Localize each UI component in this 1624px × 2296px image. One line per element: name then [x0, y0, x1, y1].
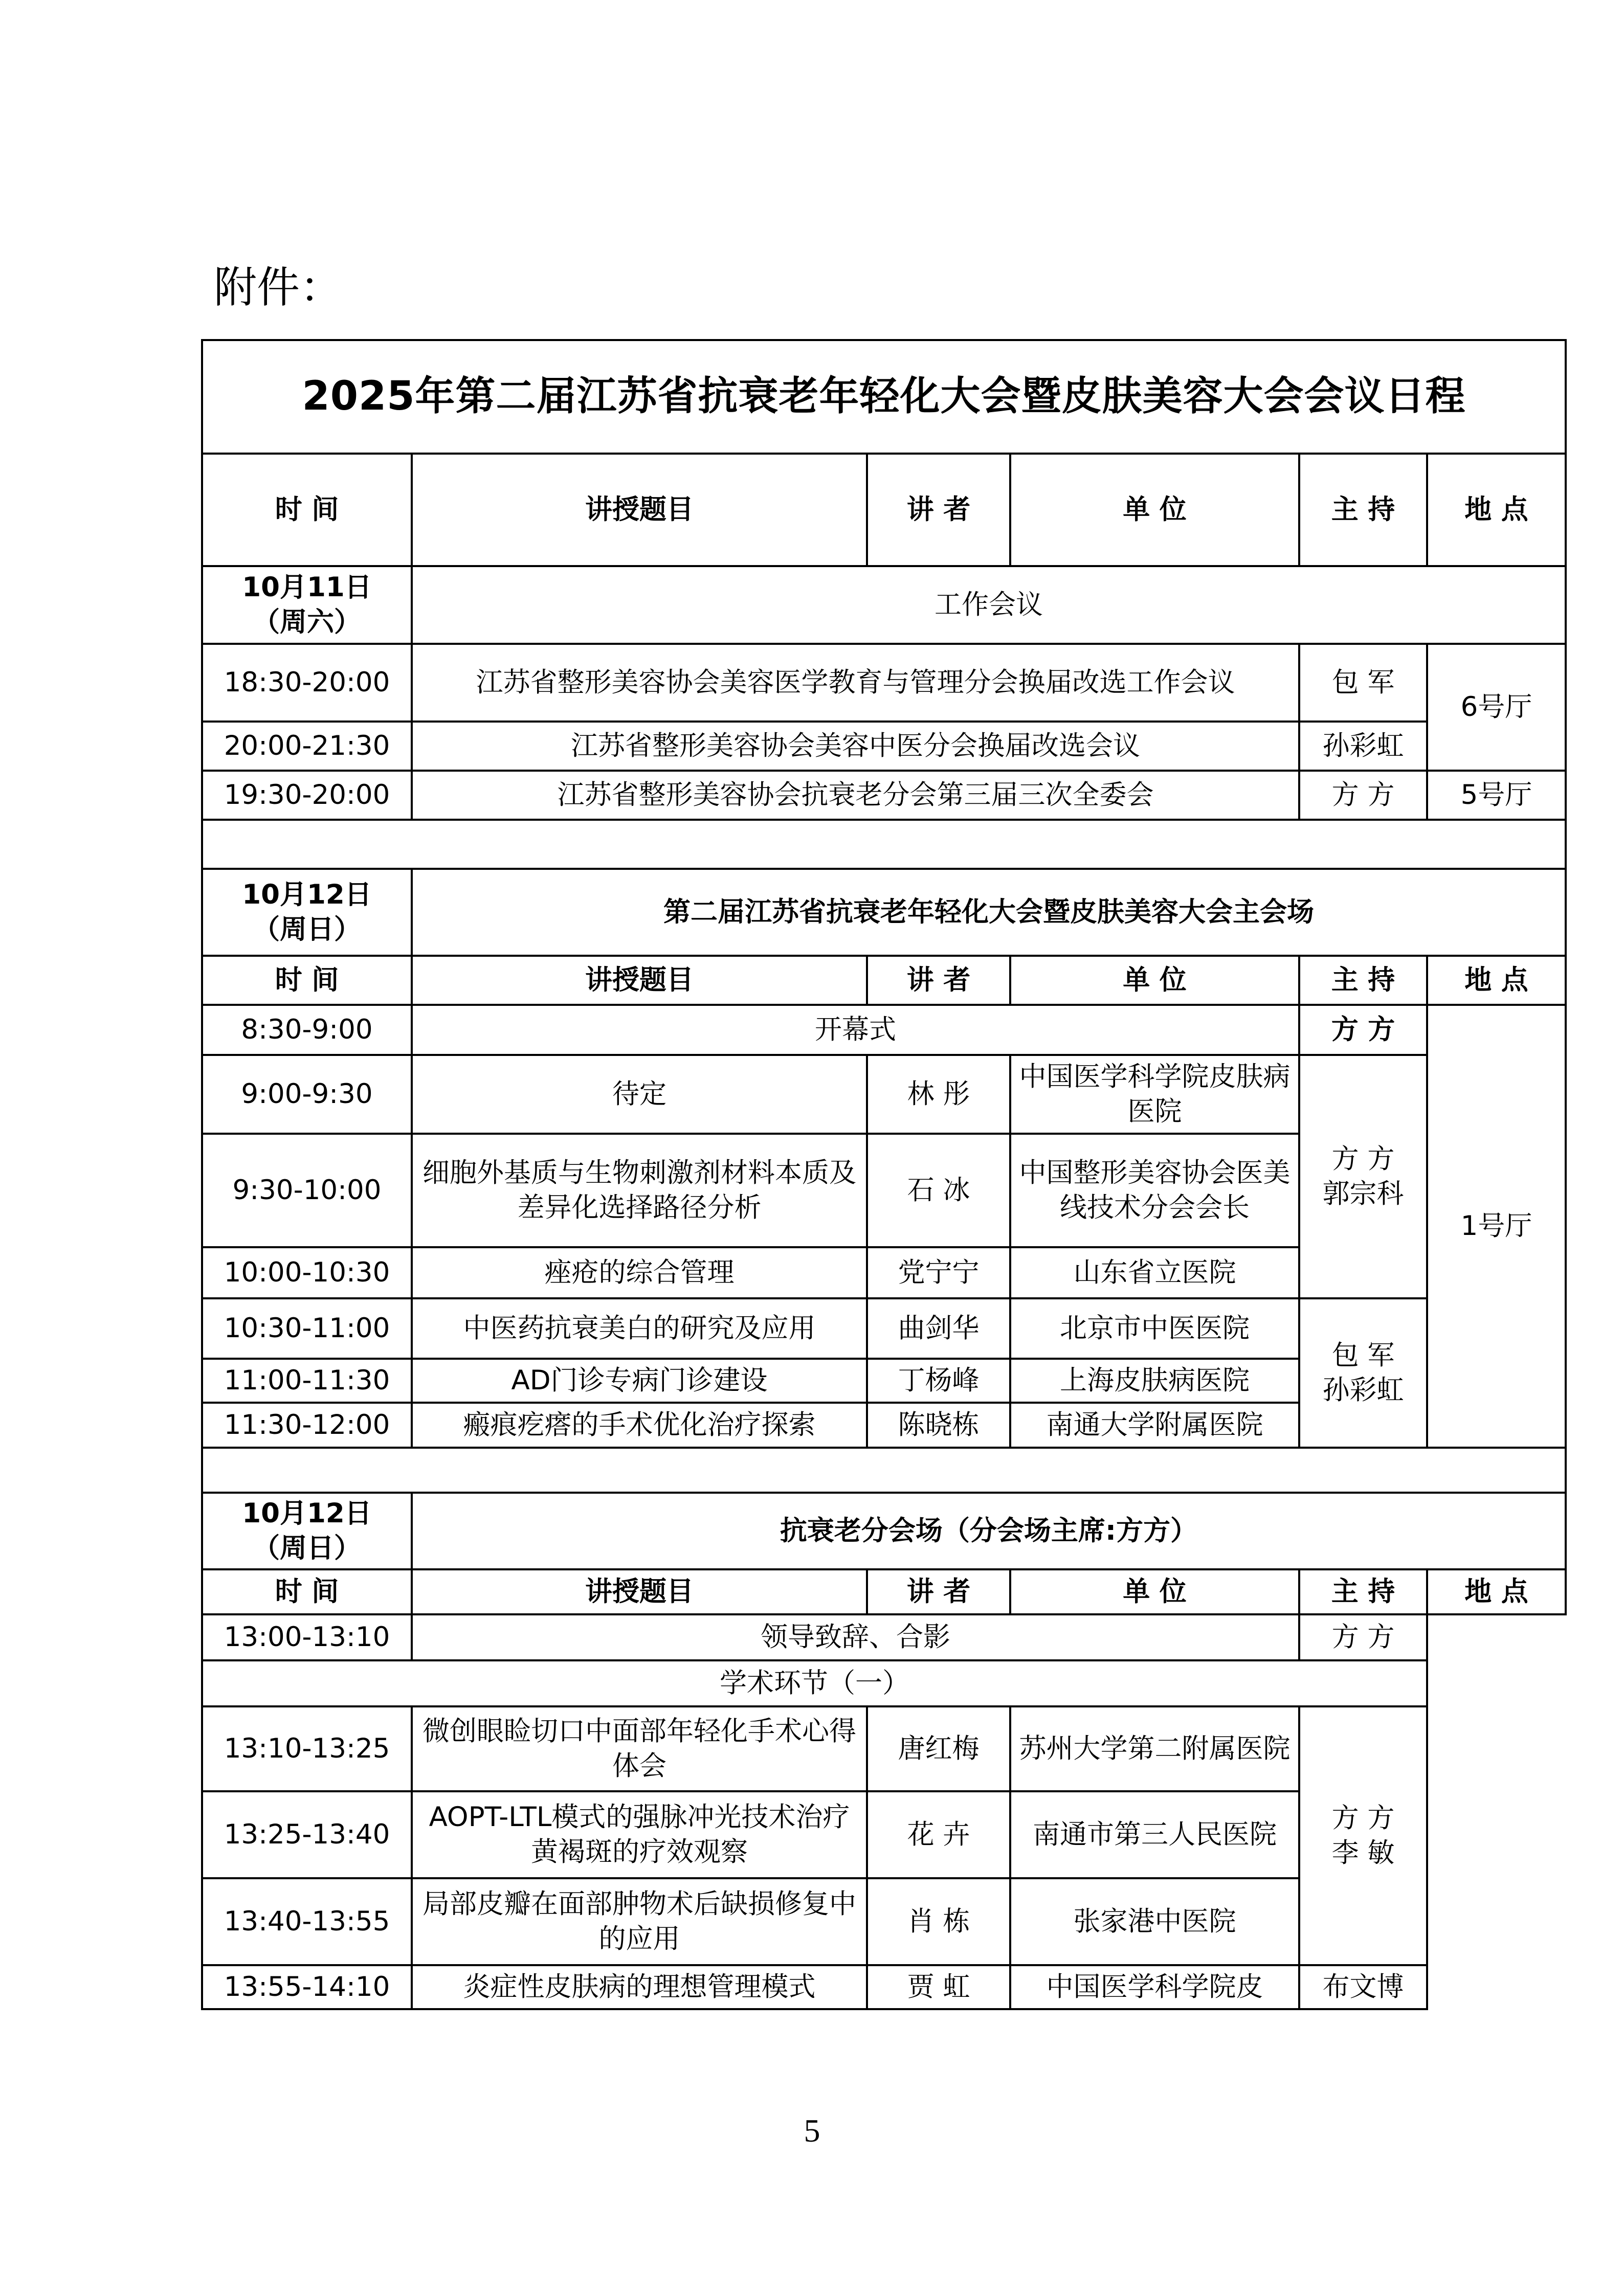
table-header-row	[202, 1569, 1566, 1614]
row-unit: 中国整形美容协会医美线技术分会会长	[1010, 1134, 1299, 1247]
header-venue: 地 点	[1427, 454, 1566, 566]
row-topic: 局部皮瓣在面部肿物术后缺损修复中的应用	[412, 1878, 867, 1965]
table-row	[202, 1706, 1566, 1791]
row-host: 方 方 郭宗科	[1299, 1055, 1427, 1298]
table-row	[202, 1055, 1566, 1134]
row-speaker: 贾 虹	[867, 1965, 1010, 2009]
row-time: 18:30-20:00	[202, 644, 412, 722]
row-host: 方 方	[1299, 1614, 1427, 1660]
schedule-table	[201, 339, 1567, 2010]
row-topic: 待定	[412, 1055, 867, 1134]
header-topic: 讲授题目	[412, 956, 867, 1005]
row-unit: 中国医学科学院皮肤病医院	[1010, 1055, 1299, 1134]
row-topic: AD门诊专病门诊建设	[412, 1359, 867, 1403]
section2-date: 10月12日 （周日）	[202, 869, 412, 956]
row-topic: 江苏省整形美容协会美容中医分会换届改选会议	[412, 722, 1299, 771]
row-host: 包 军 孙彩虹	[1299, 1298, 1427, 1448]
row-time: 10:30-11:00	[202, 1298, 412, 1359]
row-topic: 江苏省整形美容协会美容医学教育与管理分会换届改选工作会议	[412, 644, 1299, 722]
row-topic: 微创眼睑切口中面部年轻化手术心得体会	[412, 1706, 867, 1791]
table-row	[202, 1614, 1566, 1660]
row-speaker: 石 冰	[867, 1134, 1010, 1247]
row-time: 10:00-10:30	[202, 1247, 412, 1298]
row-host: 布文博	[1299, 1965, 1427, 2009]
table-row	[202, 722, 1566, 771]
row-time: 9:30-10:00	[202, 1134, 412, 1247]
row-host: 孙彩虹	[1299, 722, 1427, 771]
table-row	[202, 771, 1566, 820]
section1-date: 10月11日 （周六）	[202, 566, 412, 644]
row-host: 方 方	[1299, 771, 1427, 820]
row-topic: 开幕式	[412, 1005, 1299, 1055]
row-topic: 中医药抗衰美白的研究及应用	[412, 1298, 867, 1359]
table-row	[202, 1965, 1566, 2009]
header-topic: 讲授题目	[412, 454, 867, 566]
row-topic: 江苏省整形美容协会抗衰老分会第三届三次全委会	[412, 771, 1299, 820]
row-time: 13:10-13:25	[202, 1706, 412, 1791]
spacer-row	[202, 1448, 1566, 1493]
segment-label: 学术环节（一）	[202, 1660, 1427, 1706]
row-unit: 山东省立医院	[1010, 1247, 1299, 1298]
row-time: 13:00-13:10	[202, 1614, 412, 1660]
row-unit: 北京市中医医院	[1010, 1298, 1299, 1359]
row-time: 13:55-14:10	[202, 1965, 412, 2009]
row-time: 8:30-9:00	[202, 1005, 412, 1055]
row-time: 9:00-9:30	[202, 1055, 412, 1134]
row-unit: 南通大学附属医院	[1010, 1403, 1299, 1448]
header-unit: 单 位	[1010, 454, 1299, 566]
row-host: 方 方	[1299, 1005, 1427, 1055]
page-number: 5	[804, 2112, 820, 2149]
table-row	[202, 1298, 1566, 1359]
row-time: 11:30-12:00	[202, 1403, 412, 1448]
header-time: 时 间	[202, 956, 412, 1005]
header-venue: 地 点	[1427, 1569, 1566, 1614]
header-time: 时 间	[202, 1569, 412, 1614]
row-host: 包 军	[1299, 644, 1427, 722]
section1-name: 工作会议	[412, 566, 1566, 644]
row-speaker: 唐红梅	[867, 1706, 1010, 1791]
header-time: 时 间	[202, 454, 412, 566]
attachment-label: 附件：	[214, 262, 343, 312]
header-speaker: 讲 者	[867, 454, 1010, 566]
row-time: 13:25-13:40	[202, 1791, 412, 1878]
header-speaker: 讲 者	[867, 1569, 1010, 1614]
row-speaker: 陈晓栋	[867, 1403, 1010, 1448]
row-speaker: 林 彤	[867, 1055, 1010, 1134]
header-speaker: 讲 者	[867, 956, 1010, 1005]
header-host: 主 持	[1299, 956, 1427, 1005]
row-speaker: 肖 栋	[867, 1878, 1010, 1965]
section2-name: 第二届江苏省抗衰老年轻化大会暨皮肤美容大会主会场	[412, 869, 1566, 956]
row-speaker: 曲剑华	[867, 1298, 1010, 1359]
table-row	[202, 1005, 1566, 1055]
row-unit: 中国医学科学院皮	[1010, 1965, 1299, 2009]
row-venue: 6号厅	[1427, 644, 1566, 771]
row-venue-empty	[1427, 1614, 1566, 2009]
spacer-row	[202, 820, 1566, 869]
table-header-row	[202, 956, 1566, 1005]
row-topic: 炎症性皮肤病的理想管理模式	[412, 1965, 867, 2009]
row-venue: 1号厅	[1427, 1005, 1566, 1448]
row-host: 方 方 李 敏	[1299, 1706, 1427, 1965]
row-unit: 张家港中医院	[1010, 1878, 1299, 1965]
row-venue: 5号厅	[1427, 771, 1566, 820]
header-host: 主 持	[1299, 454, 1427, 566]
header-topic: 讲授题目	[412, 1569, 867, 1614]
row-time: 11:00-11:30	[202, 1359, 412, 1403]
row-topic: 痤疮的综合管理	[412, 1247, 867, 1298]
row-unit: 苏州大学第二附属医院	[1010, 1706, 1299, 1791]
row-speaker: 丁杨峰	[867, 1359, 1010, 1403]
header-host: 主 持	[1299, 1569, 1427, 1614]
header-unit: 单 位	[1010, 1569, 1299, 1614]
row-topic: 领导致辞、合影	[412, 1614, 1299, 1660]
row-topic: 瘢痕疙瘩的手术优化治疗探索	[412, 1403, 867, 1448]
header-unit: 单 位	[1010, 956, 1299, 1005]
page-title: 2025年第二届江苏省抗衰老年轻化大会暨皮肤美容大会会议日程	[202, 340, 1566, 454]
section3-date: 10月12日 （周日）	[202, 1493, 412, 1569]
section3-name: 抗衰老分会场（分会场主席:方方）	[412, 1493, 1566, 1569]
row-speaker: 花 卉	[867, 1791, 1010, 1878]
table-row	[202, 644, 1566, 722]
row-unit: 南通市第三人民医院	[1010, 1791, 1299, 1878]
row-time: 20:00-21:30	[202, 722, 412, 771]
row-topic: 细胞外基质与生物刺激剂材料本质及差异化选择路径分析	[412, 1134, 867, 1247]
row-speaker: 党宁宁	[867, 1247, 1010, 1298]
row-time: 19:30-20:00	[202, 771, 412, 820]
header-venue: 地 点	[1427, 956, 1566, 1005]
table-row	[202, 1660, 1566, 1706]
row-time: 13:40-13:55	[202, 1878, 412, 1965]
table-header-row	[202, 454, 1566, 566]
row-unit: 上海皮肤病医院	[1010, 1359, 1299, 1403]
row-topic: AOPT-LTL模式的强脉冲光技术治疗黄褐斑的疗效观察	[412, 1791, 867, 1878]
